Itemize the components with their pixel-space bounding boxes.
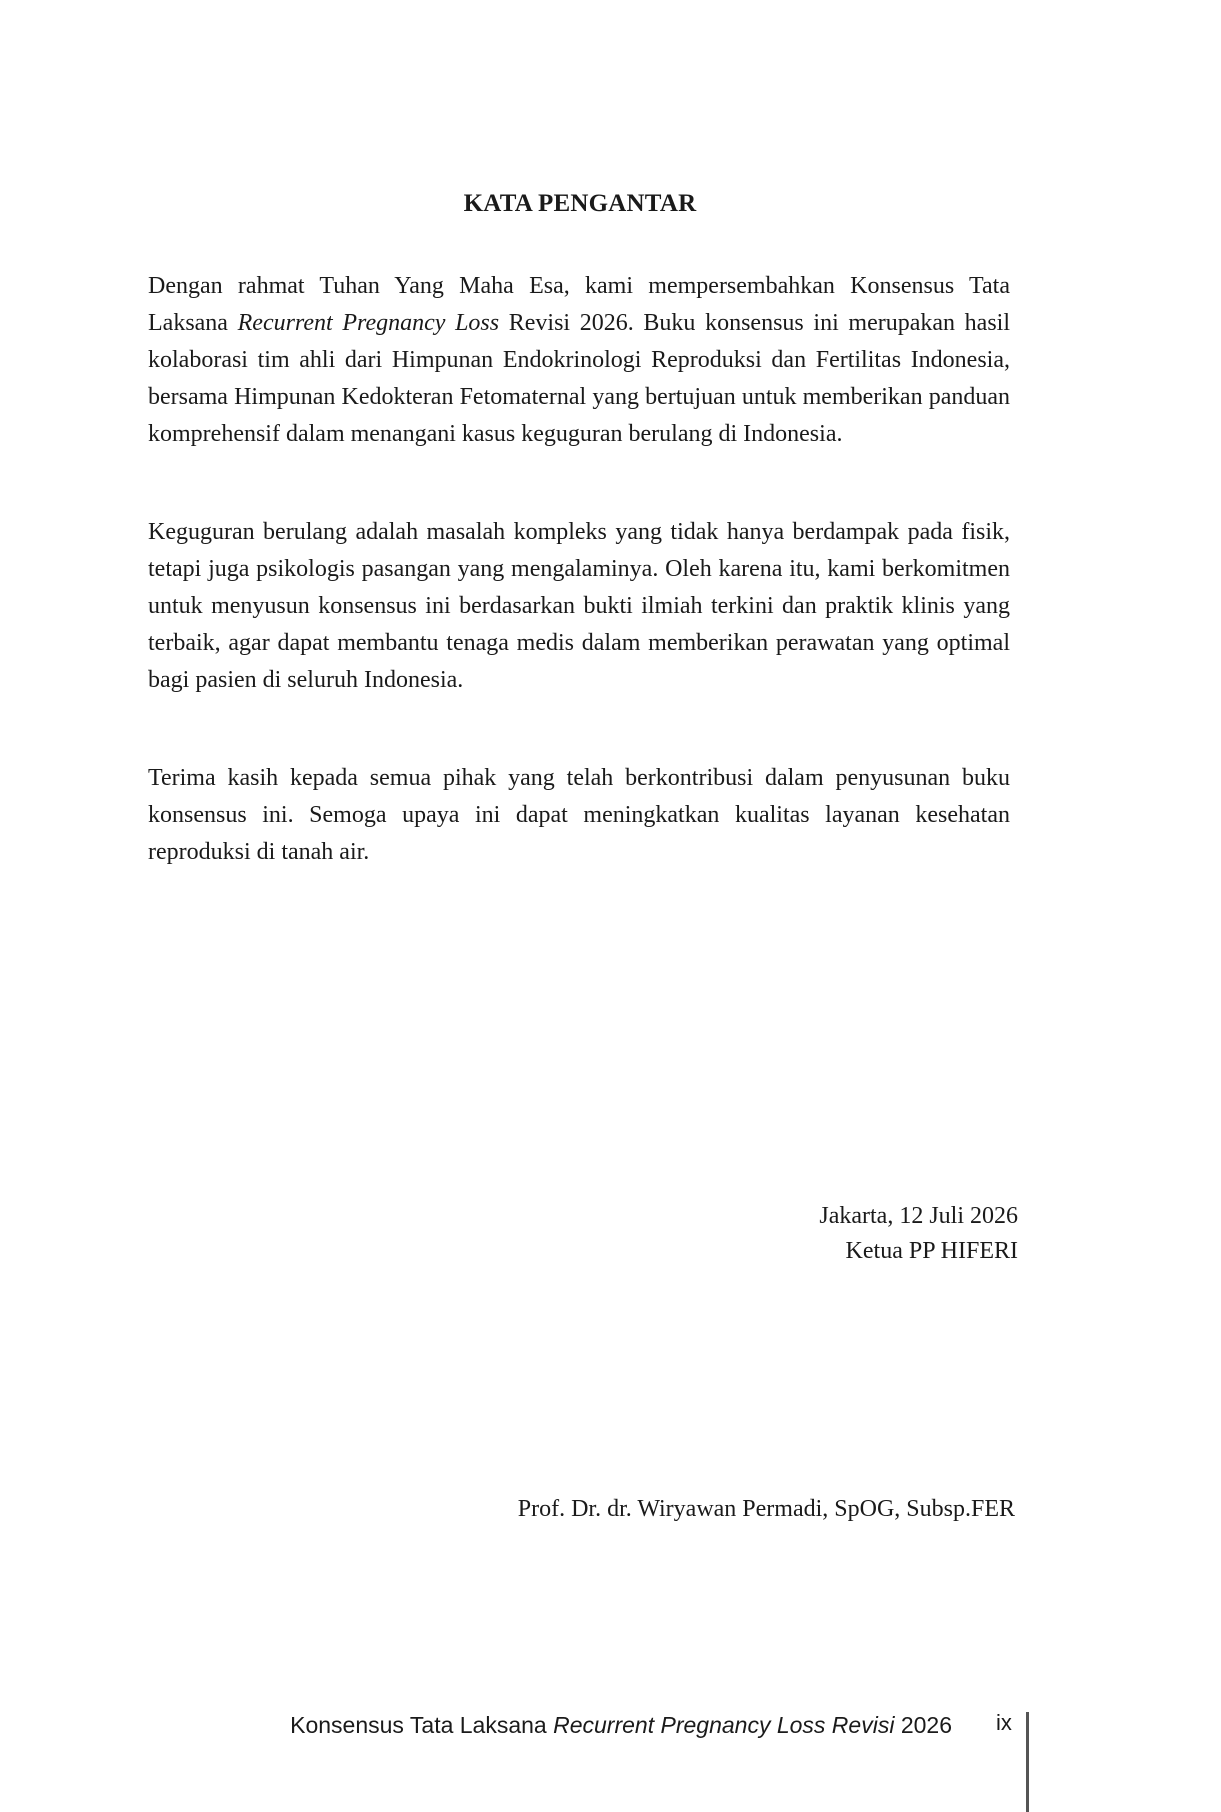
paragraph-1-text-a: Dengan rahmat Tuhan Yang Maha Esa, kami mempersembahkan Konsensus Tata Laksana — [148, 273, 1010, 336]
footer-italic: Recurrent Pregnancy Loss Revisi — [553, 1712, 895, 1738]
paragraph-3-text: Terima kasih kepada semua pihak yang telah berkontribusi dalam penyusunan buku konsensus ini. Semoga upaya ini dapat meningkatkan kualitas layanan kesehatan reproduksi di tanah air. — [148, 765, 1010, 865]
paragraph-2-text: Keguguran berulang adalah masalah kompleks yang tidak hanya berdampak pada fisik, tetapi juga psikologis pasangan yang mengalaminya. Oleh karena itu, kami berkomitmen untuk menyusun konsensus ini berdasarkan bukti ilmiah terkini dan praktik klinis yang terbaik, agar dapat membantu tenaga medis dalam memberikan perawatan yang optimal bagi pasien di seluruh Indonesia. — [148, 519, 1010, 693]
page-footer — [0, 1712, 952, 1739]
footer-prefix: Konsensus Tata Laksana — [290, 1712, 554, 1738]
paragraph-3 — [148, 760, 1010, 871]
footer-divider — [1026, 1712, 1029, 1812]
signatory-name: Prof. Dr. dr. Wiryawan Permadi, SpOG, Subsp.FER — [517, 1496, 1015, 1522]
paragraph-1 — [148, 268, 1010, 453]
position-title: Ketua PP HIFERI — [845, 1238, 1018, 1264]
place-date: Jakarta, 12 Juli 2026 — [819, 1203, 1018, 1229]
page-number: ix — [996, 1710, 1012, 1735]
footer-suffix: 2026 — [894, 1712, 952, 1738]
page-title: KATA PENGANTAR — [463, 190, 697, 217]
paragraph-2 — [148, 514, 1010, 699]
paragraph-1-italic: Recurrent Pregnancy Loss — [237, 310, 500, 336]
paragraph-1-text-b: Revisi 2026. Buku konsensus ini merupakan hasil kolaborasi tim ahli dari Himpunan Endokrinologi Reproduksi dan Fertilitas Indonesia, bersama Himpunan Kedokteran Fetomaternal yang bertujuan untuk memberikan panduan komprehensif dalam menangani kasus keguguran berulang di Indonesia. — [148, 310, 1010, 447]
